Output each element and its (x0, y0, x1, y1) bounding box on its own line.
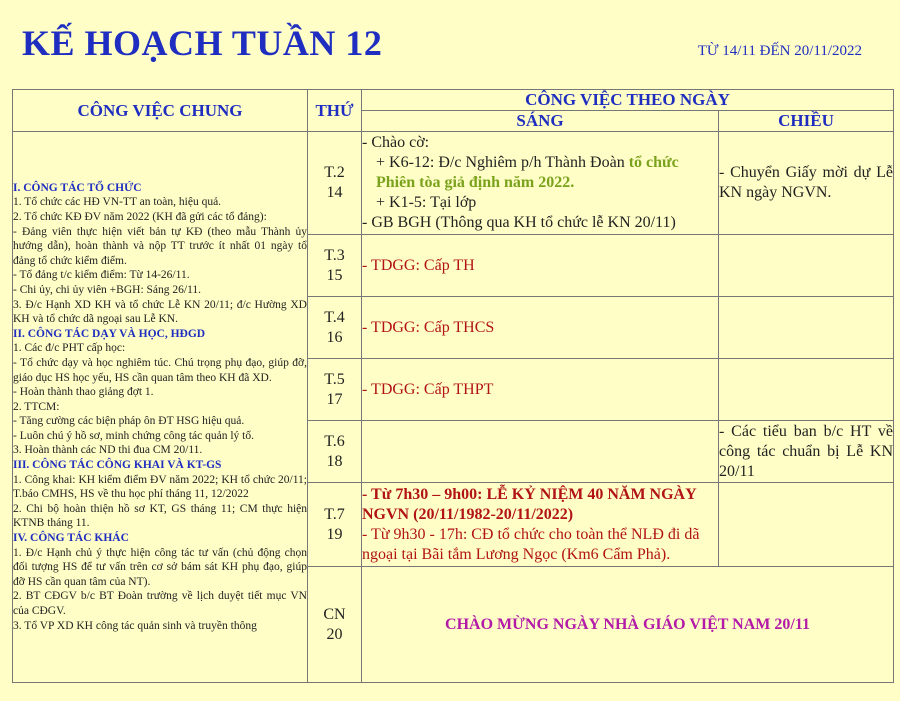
day-date: 19 (326, 525, 343, 543)
afternoon-cell (719, 297, 894, 359)
morning-cell (362, 483, 719, 567)
day-date: 14 (326, 184, 343, 201)
morning-cell (362, 421, 719, 483)
day-date: 18 (326, 452, 343, 470)
highlight-text: tổ chức Phiên tòa giả định năm 2022. (376, 154, 679, 191)
day-label: T.6 (324, 432, 345, 450)
day-label: T.2 (324, 164, 345, 181)
section-title: IV. CÔNG TÁC KHÁC (13, 532, 129, 545)
morning-cell: - TDGG: Cấp THPT (362, 359, 719, 421)
general-line: - Tổ đảng t/c kiểm điểm: Từ 14-26/11. (13, 269, 190, 282)
day-cell (308, 235, 362, 297)
morning-cell: - TDGG: Cấp TH (362, 235, 719, 297)
afternoon-cell (719, 359, 894, 421)
day-label: CN (323, 605, 346, 623)
morning-line: + K1-5: Tại lớp (376, 194, 477, 211)
section-title: II. CÔNG TÁC DẠY VÀ HỌC, HĐGD (13, 327, 206, 340)
general-line: 1. Các đ/c PHT cấp học: (13, 342, 126, 355)
general-line: - Tổ chức dạy và học nghiêm túc. Chú trọng phụ đạo, giúp đỡ, giáo dục HS học yếu, HS cần quan tâm theo KH đã XD. (13, 356, 307, 384)
general-line: 1. Đ/c Hạnh chủ ý thực hiện công tác tư vấn (chủ động chọn đối tượng HS để tư vấn trên cơ sở bám sát KH phụ đạo, giúp đỡ HS cần quan tâm của NT). (13, 546, 307, 588)
day-date: 20 (326, 625, 343, 643)
header-day: THỨ (308, 90, 362, 132)
day-label: T.3 (324, 246, 345, 264)
header-general-work: CÔNG VIỆC CHUNG (13, 90, 308, 132)
header-daily-work: CÔNG VIỆC THEO NGÀY (362, 90, 894, 111)
day-cell (308, 483, 362, 567)
general-line: - Chi ủy, chi ủy viên +BGH: Sáng 26/11. (13, 283, 202, 296)
day-label: T.4 (324, 308, 345, 326)
general-line: 2. Chi bộ hoàn thiện hồ sơ KT, GS tháng 11; CM thực hiện KTNB tháng 11. (13, 502, 307, 530)
morning-line (362, 153, 718, 193)
section-title: I. CÔNG TÁC TỔ CHỨC (13, 181, 142, 194)
general-line: 3. Hoàn thành các ND thi đua CM 20/11. (13, 444, 203, 457)
date-range: TỪ 14/11 ĐẾN 20/11/2022 (697, 43, 862, 59)
section-title: III. CÔNG TÁC CÔNG KHAI VÀ KT-GS (13, 459, 222, 472)
day-cell (308, 132, 362, 235)
morning-cell (362, 132, 719, 235)
general-line: 1. Tổ chức các HĐ VN-TT an toàn, hiệu quả. (13, 196, 222, 209)
day-cell (308, 359, 362, 421)
general-line: - Luôn chú ý hồ sơ, minh chứng công tác quản lý tổ. (13, 429, 254, 442)
morning-line: - Từ 7h30 – 9h00: LỄ KỶ NIỆM 40 NĂM NGÀY NGVN (20/11/1982-20/11/2022) (362, 485, 697, 523)
morning-cell: - TDGG: Cấp THCS (362, 297, 719, 359)
day-date: 15 (326, 266, 343, 284)
general-line: 2. TTCM: (13, 400, 60, 413)
general-line: 1. Công khai: KH kiểm điểm ĐV năm 2022; KH tổ chức 20/11; T.báo CMHS, HS về thu học phí tháng 11, 12/2022 (13, 473, 307, 501)
morning-line: - Chào cờ: (362, 134, 430, 151)
general-line: 2. BT CĐGV b/c BT Đoàn trường về lịch duyệt tiết mục VN của CĐGV. (13, 590, 307, 618)
afternoon-cell: - Chuyển Giấy mời dự Lễ KN ngày NGVN. (719, 132, 894, 235)
morning-line: - Từ 9h30 - 17h: CĐ tổ chức cho toàn thể NLĐ đi dã ngoại tại Bãi tắm Lương Ngọc (Km6 Cẩm Phả). (362, 525, 700, 563)
general-line: 3. Đ/c Hạnh XD KH và tổ chức Lễ KN 20/11; đ/c Hường XD KH và tổ chức dã ngoại sau Lễ KN. (13, 298, 307, 326)
day-date: 16 (326, 328, 343, 346)
day-cell (308, 421, 362, 483)
day-cell (308, 297, 362, 359)
day-label: T.5 (324, 370, 345, 388)
morning-text: + K6-12: Đ/c Nghiêm p/h Thành Đoàn (376, 154, 629, 171)
day-cell (308, 567, 362, 683)
afternoon-cell: - Các tiểu ban b/c HT về công tác chuẩn bị Lễ KN 20/11 (719, 421, 894, 483)
afternoon-cell (719, 235, 894, 297)
general-work-cell (13, 132, 308, 683)
general-line: - Tăng cường các biện pháp ôn ĐT HSG hiệu quả. (13, 415, 245, 428)
afternoon-cell (719, 483, 894, 567)
general-line: 2. Tổ chức KĐ ĐV năm 2022 (KH đã gửi các tổ đảng): (13, 210, 267, 223)
day-date: 17 (326, 390, 343, 408)
celebration-banner: CHÀO MỪNG NGÀY NHÀ GIÁO VIỆT NAM 20/11 (362, 567, 894, 683)
header-afternoon: CHIỀU (719, 111, 894, 132)
weekly-plan-table (12, 89, 894, 683)
day-label: T.7 (324, 505, 345, 523)
page-title: KẾ HOẠCH TUẦN 12 (22, 23, 383, 63)
general-line: - Hoàn thành thao giảng đợt 1. (13, 386, 154, 399)
morning-line: - GB BGH (Thông qua KH tổ chức lễ KN 20/11) (362, 214, 676, 231)
general-line: - Đảng viên thực hiện viết bản tự KĐ (theo mẫu Thành ủy hướng dẫn), hoàn thành và nộp TT trước ít nhất 01 ngày tổ đảng tổ chức kiểm điểm. (13, 225, 307, 267)
header-morning: SÁNG (362, 111, 719, 132)
general-line: 3. Tổ VP XD KH công tác quản sinh và truyền thông (13, 619, 257, 632)
